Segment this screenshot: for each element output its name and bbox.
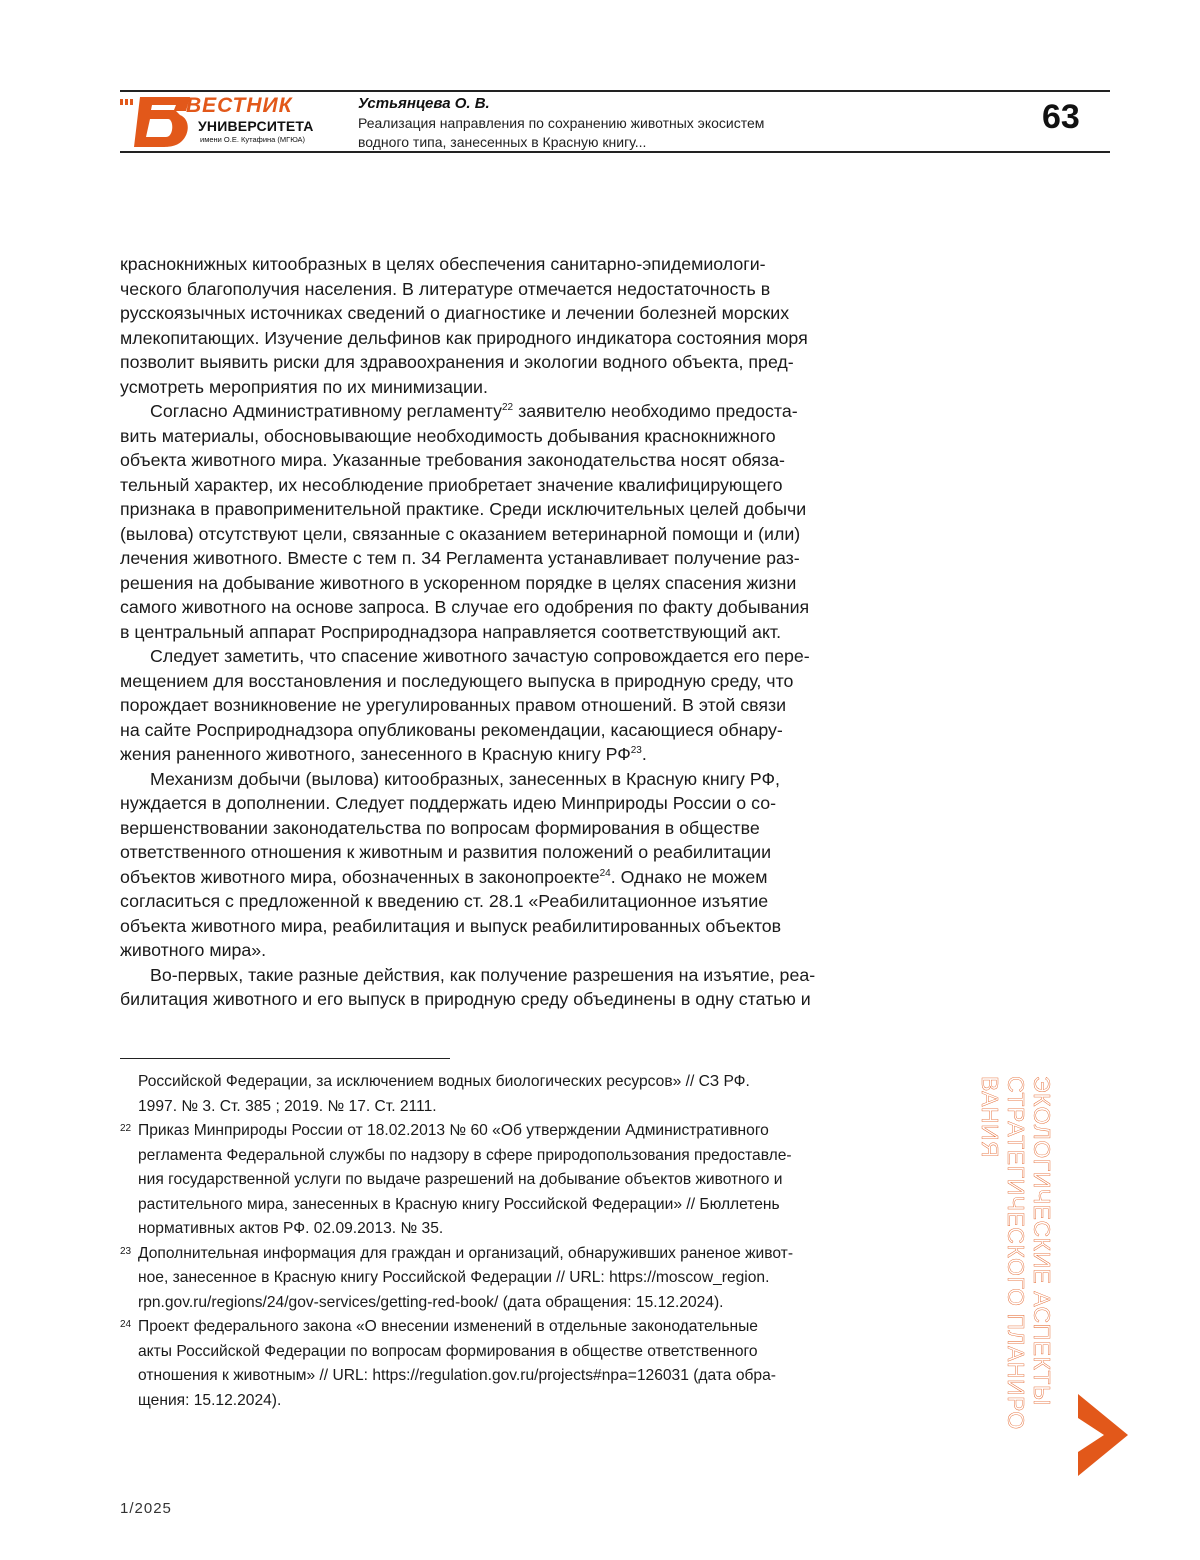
footnote-number: 22 <box>120 1117 131 1142</box>
footnote-ref: 24 <box>600 868 611 879</box>
footnote-ref: 23 <box>631 745 642 756</box>
footnote-line: регламента Федеральной службы по надзору в сфере природопользования предоставле- <box>138 1144 870 1169</box>
journal-logo <box>120 93 325 149</box>
text-line: согласиться с предложенной к введению ст. 28.1 «Реабилитационное изъятие <box>120 889 870 914</box>
footnote-line: отношения к животным» // URL: https://regulation.gov.ru/projects#npa=126031 (дата обра- <box>138 1364 870 1389</box>
text-line: объекта животного мира. Указанные требования законодательства носят обяза- <box>120 448 870 473</box>
text-fragment: жения раненного животного, занесенного в Красную книгу РФ <box>120 744 631 764</box>
header-top-rule <box>120 90 1110 92</box>
footnote-line: Проект федерального закона «О внесении изменений в отдельные законодательные <box>138 1315 870 1340</box>
text-line: порождает возникновение не урегулированных правом отношений. В этой связи <box>120 693 870 718</box>
footnote-line: акты Российской Федерации по вопросам формирования в обществе ответственного <box>138 1340 870 1365</box>
text-line: объекта животного мира, реабилитация и выпуск реабилитированных объектов <box>120 914 870 939</box>
text-line: краснокнижных китообразных в целях обеспечения санитарно-эпидемиологи- <box>120 252 870 277</box>
paragraph <box>120 252 870 399</box>
text-fragment: . Однако не можем <box>611 867 768 887</box>
text-line <box>120 399 870 424</box>
footnote-line: rpn.gov.ru/regions/24/gov-services/getting-red-book/ (дата обращения: 15.12.2024). <box>138 1291 870 1316</box>
article-body <box>120 252 870 1012</box>
footnote-line: Российской Федерации, за исключением водных биологических ресурсов» // СЗ РФ. <box>138 1070 870 1095</box>
text-line: решения на добывание животного в ускоренном порядке в целях спасения жизни <box>120 571 870 596</box>
text-line: животного мира». <box>120 938 870 963</box>
text-line <box>120 742 870 767</box>
footnote-24 <box>120 1315 870 1413</box>
text-line: нуждается в дополнении. Следует поддержать идею Минприроды России о со- <box>120 791 870 816</box>
text-line <box>120 865 870 890</box>
logo-brand-mid: УНИВЕРСИТЕТА <box>198 118 314 134</box>
text-line: признака в правоприменительной практике. Среди исключительных целей добычи <box>120 497 870 522</box>
text-line: в центральный аппарат Росприроднадзора направляется соответствующий акт. <box>120 620 870 645</box>
header-author: Устьянцева О. В. <box>358 95 490 112</box>
text-line: самого животного на основе запроса. В случае его одобрения по факту добывания <box>120 595 870 620</box>
footnote-line: ное, занесенное в Красную книгу Российской Федерации // URL: https://moscow_region. <box>138 1266 870 1291</box>
text-line: Следует заметить, что спасение животного зачастую сопровождается его пере- <box>120 644 870 669</box>
rubric-line: СТРАТЕГИЧЕСКОГО ПЛАНИРО <box>1003 1076 1029 1456</box>
text-fragment: объектов животного мира, обозначенных в законопроекте <box>120 867 600 887</box>
text-line: тельный характер, их несоблюдение приобретает значение квалифицирующего <box>120 473 870 498</box>
footnote-number: 23 <box>120 1240 131 1265</box>
text-line: вершенствовании законодательства по вопросам формирования в обществе <box>120 816 870 841</box>
text-line: вить материалы, обосновывающие необходимость добывания краснокнижного <box>120 424 870 449</box>
text-fragment: Согласно Административному регламенту <box>150 401 502 421</box>
footnotes <box>120 1070 870 1413</box>
header-bottom-rule <box>120 151 1110 153</box>
footnote-line: растительного мира, занесенных в Красную книгу Российской Федерации» // Бюллетень <box>138 1193 870 1218</box>
text-line: ответственного отношения к животным и развития положений о реабилитации <box>120 840 870 865</box>
page-number: 63 <box>1042 98 1080 137</box>
text-line: билитация животного и его выпуск в природную среду объединены в одну статью и <box>120 987 870 1012</box>
text-line: русскоязычных источниках сведений о диагностике и лечении болезней морских <box>120 301 870 326</box>
logo-brand-sub: имени О.Е. Кутафина (МГЮА) <box>200 135 305 144</box>
footnote-line: Дополнительная информация для граждан и организаций, обнаруживших раненое живот- <box>138 1242 870 1267</box>
footnote-23 <box>120 1242 870 1316</box>
footnote-line: нормативных актов РФ. 02.09.2013. № 35. <box>138 1217 870 1242</box>
footnote-ref: 22 <box>502 402 513 413</box>
paragraph <box>120 644 870 767</box>
text-line: (вылова) отсутствуют цели, связанные с оказанием ветеринарной помощи и (или) <box>120 522 870 547</box>
rubric-line: ЭКОЛОГИЧЕСКИЕ АСПЕКТЫ <box>1029 1076 1055 1456</box>
header-article-title <box>358 114 958 152</box>
text-line: позволит выявить риски для здравоохранения и экологии водного объекта, пред- <box>120 350 870 375</box>
text-line: Во-первых, такие разные действия, как получение разрешения на изъятие, реа- <box>120 963 870 988</box>
text-line: Механизм добычи (вылова) китообразных, занесенных в Красную книгу РФ, <box>120 767 870 792</box>
footnote-line: ния государственной услуги по выдаче разрешений на добывание объектов животного и <box>138 1168 870 1193</box>
header-title-line: водного типа, занесенных в Красную книгу... <box>358 133 958 152</box>
footnote-line: щения: 15.12.2024). <box>138 1389 870 1414</box>
text-line: млекопитающих. Изучение дельфинов как природного индикатора состояния моря <box>120 326 870 351</box>
text-line: лечения животного. Вместе с тем п. 34 Регламента устанавливает получение раз- <box>120 546 870 571</box>
footnote-22 <box>120 1119 870 1242</box>
logo-brand-top: ВЕСТНИК <box>186 94 293 118</box>
paragraph <box>120 767 870 963</box>
issue-number: 1/2025 <box>120 1500 172 1517</box>
text-line: мещением для восстановления и последующего выпуска в природную среду, что <box>120 669 870 694</box>
text-line: усмотреть мероприятия по их минимизации. <box>120 375 870 400</box>
footnote-line: Приказ Минприроды России от 18.02.2013 № 60 «Об утверждении Административного <box>138 1119 870 1144</box>
footnote-line: 1997. № 3. Ст. 385 ; 2019. № 17. Ст. 2111. <box>138 1095 870 1120</box>
paragraph <box>120 399 870 644</box>
text-fragment: . <box>642 744 647 764</box>
header-title-line: Реализация направления по сохранению животных экосистем <box>358 114 958 133</box>
paragraph <box>120 963 870 1012</box>
text-line: на сайте Росприроднадзора опубликованы рекомендации, касающиеся обнару- <box>120 718 870 743</box>
rubric-line: ВАНИЯ <box>977 1076 1003 1456</box>
footnote-continued <box>120 1070 870 1119</box>
chevron-arrow-icon <box>1072 1392 1132 1478</box>
footnote-separator <box>120 1058 450 1059</box>
section-rubric <box>995 1076 1055 1456</box>
text-fragment: заявителю необходимо предоста- <box>513 401 798 421</box>
footnote-number: 24 <box>120 1313 131 1338</box>
text-line: ческого благополучия населения. В литературе отмечается недостаточность в <box>120 277 870 302</box>
